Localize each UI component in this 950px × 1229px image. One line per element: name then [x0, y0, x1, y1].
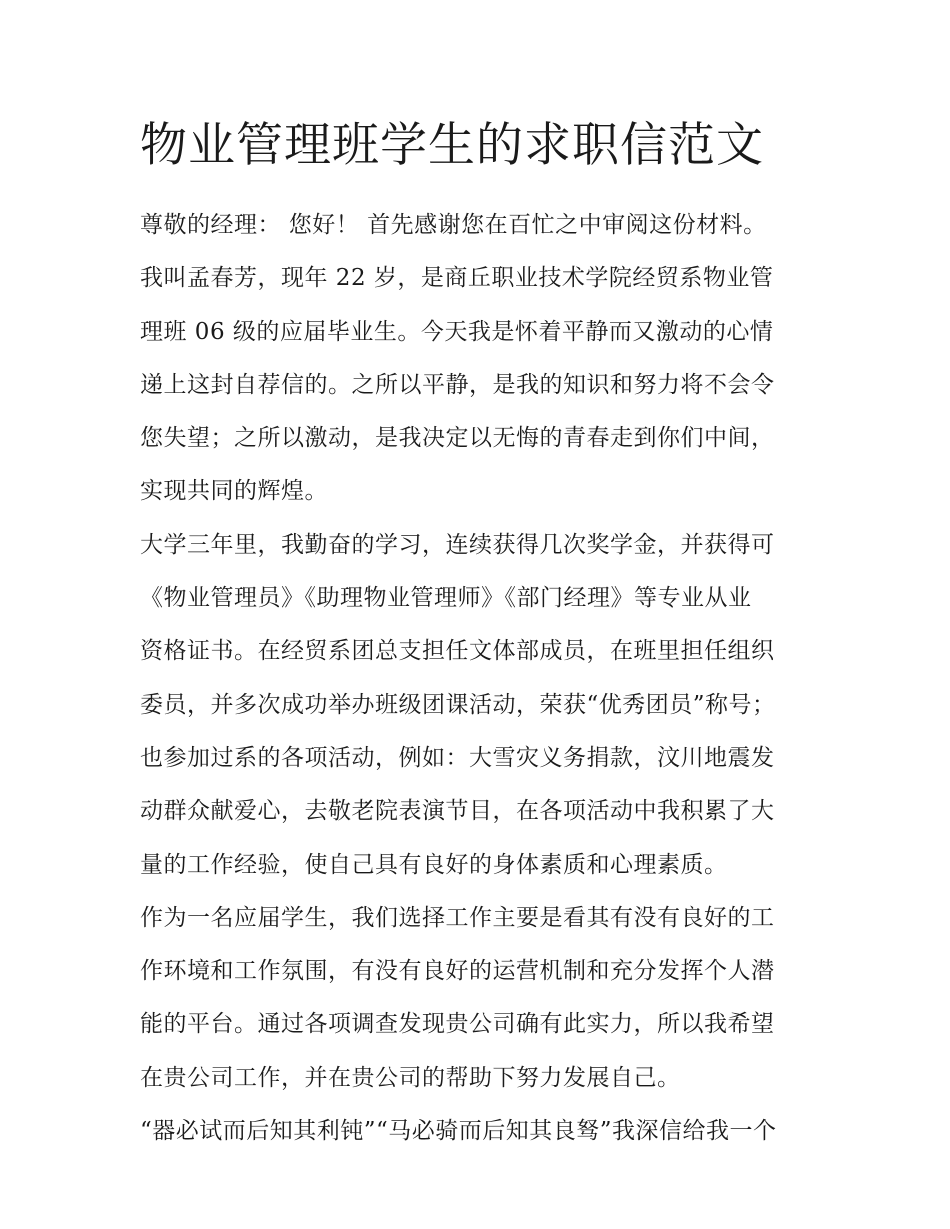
body-line: 在贵公司工作，并在贵公司的帮助下努力发展自己。: [140, 1064, 681, 1091]
body-line: 尊敬的经理： 您好！ 首先感谢您在百忙之中审阅这份材料。: [140, 212, 767, 238]
body-line: 动群众献爱心，去敬老院表演节目，在各项活动中我积累了大: [140, 798, 775, 825]
body-line: 作环境和工作氛围，有没有良好的运营机制和充分发挥个人潜: [140, 958, 775, 985]
body-line: 大学三年里，我勤奋的学习，连续获得几次奖学金，并获得可: [140, 531, 775, 558]
body-line: 递上这封自荐信的。之所以平静，是我的知识和努力将不会令: [140, 371, 775, 398]
body-line: 您失望；之所以激动，是我决定以无悔的青春走到你们中间，: [140, 425, 775, 452]
body-line: 实现共同的辉煌。: [140, 478, 328, 505]
document-body: [140, 199, 815, 1158]
body-line: 《物业管理员》《助理物业管理师》《部门经理》等专业从业: [140, 585, 752, 612]
body-line: 理班 06 级的应届毕业生。今天我是怀着平静而又激动的心情: [140, 318, 774, 345]
body-line: 资格证书。在经贸系团总支担任文体部成员，在班里担任组织: [140, 638, 775, 665]
body-line: 也参加过系的各项活动，例如：大雪灾义务捐款，汶川地震发: [140, 744, 775, 771]
body-line: 量的工作经验，使自己具有良好的身体素质和心理素质。: [140, 851, 728, 878]
body-line: 我叫孟春芳，现年 22 岁，是商丘职业技术学院经贸系物业管: [140, 265, 774, 292]
body-line: 作为一名应届学生，我们选择工作主要是看其有没有良好的工: [140, 904, 775, 931]
body-line: 委员，并多次成功举办班级团课活动，荣获“优秀团员”称号；: [140, 691, 776, 718]
document-title: 物业管理班学生的求职信范文: [140, 118, 764, 173]
body-line: “器必试而后知其利钝”“马必骑而后知其良驽”我深信给我一个: [140, 1118, 777, 1145]
body-line: 能的平台。通过各项调查发现贵公司确有此实力，所以我希望: [140, 1011, 775, 1038]
